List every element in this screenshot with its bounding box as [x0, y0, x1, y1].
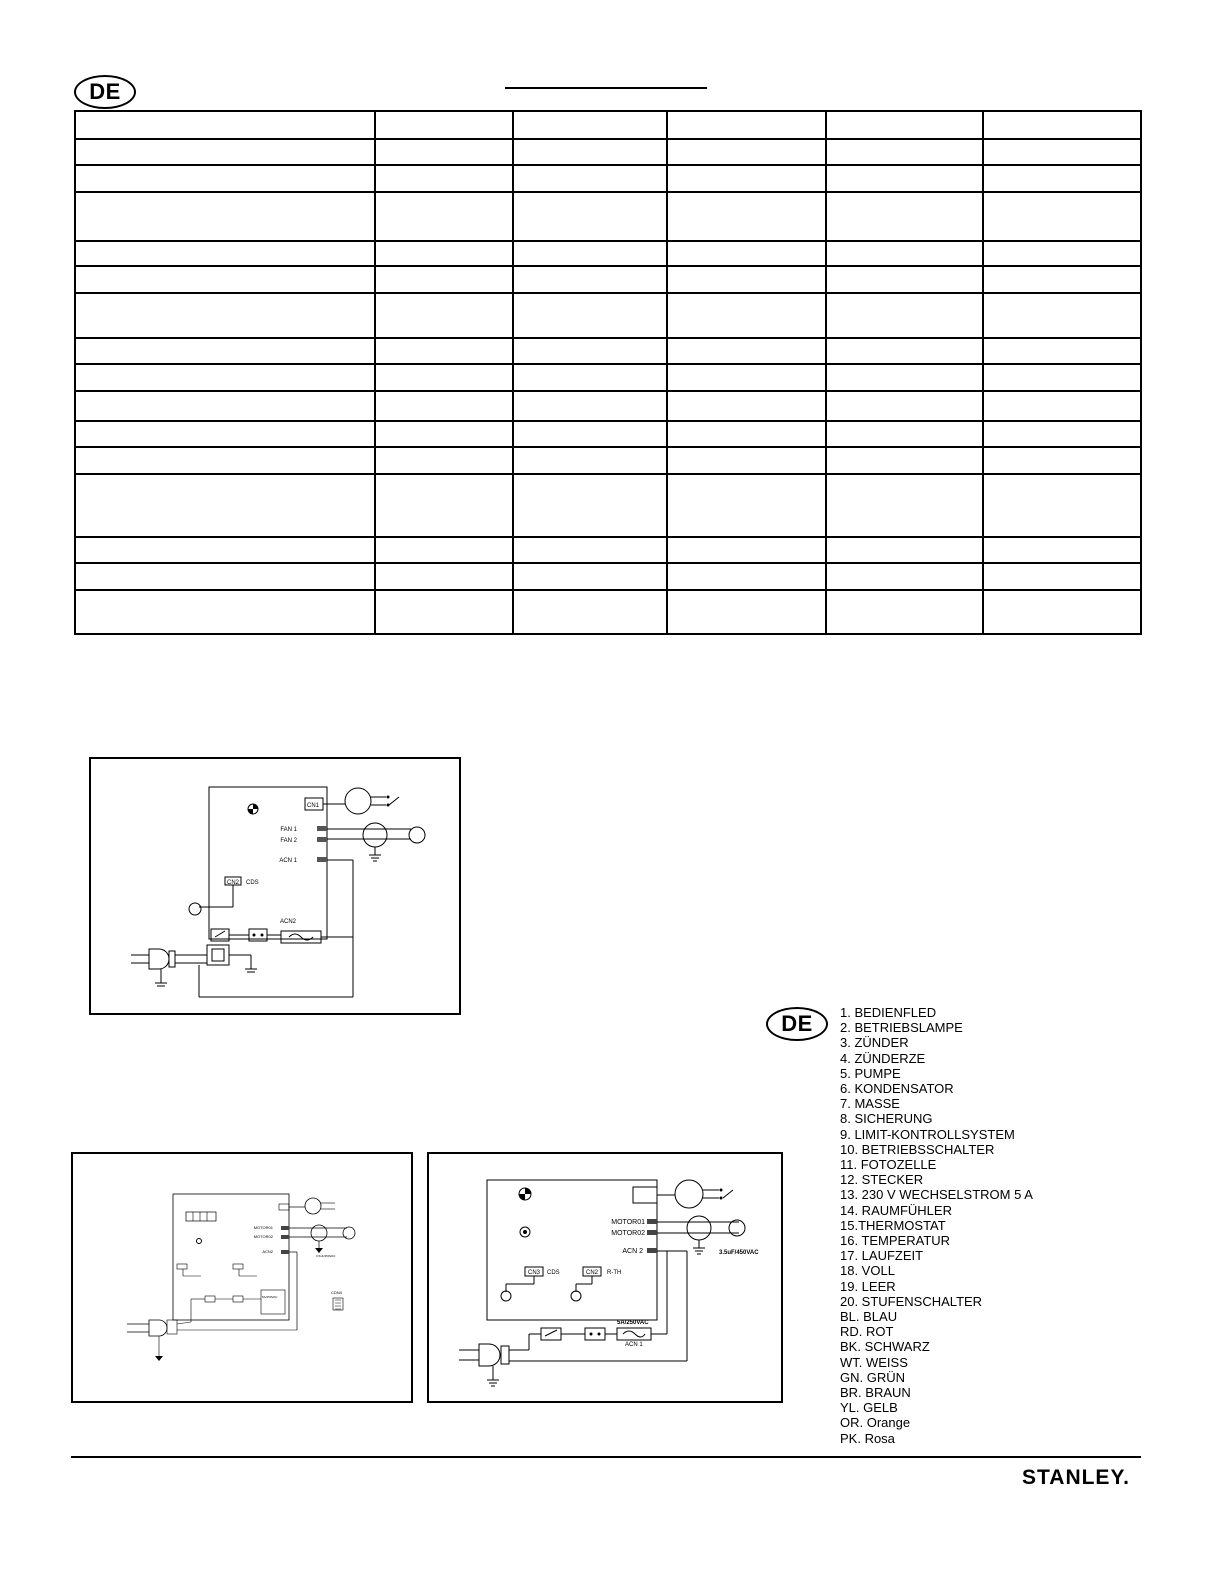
table-cell — [983, 111, 1141, 139]
table-cell — [983, 447, 1141, 474]
brand-logo: STANLEY. — [1022, 1466, 1130, 1489]
table-cell — [826, 364, 983, 391]
table-cell — [667, 266, 826, 293]
table-cell — [75, 447, 375, 474]
table-row — [75, 241, 1141, 266]
cds-label: CDS — [246, 880, 259, 886]
table-cell — [75, 139, 375, 165]
table-cell — [75, 590, 375, 634]
table-cell — [375, 165, 513, 192]
table-row — [75, 192, 1141, 241]
table-cell — [75, 563, 375, 590]
legend-item: BK. SCHWARZ — [840, 1339, 930, 1355]
table-cell — [513, 447, 667, 474]
table-cell — [513, 266, 667, 293]
table-cell — [983, 590, 1141, 634]
table-cell — [667, 391, 826, 421]
table-cell — [983, 421, 1141, 447]
table-row — [75, 421, 1141, 447]
table-cell — [513, 111, 667, 139]
table-row — [75, 139, 1141, 165]
table-row — [75, 474, 1141, 537]
table-cell — [375, 338, 513, 364]
table-cell — [826, 421, 983, 447]
table-cell — [75, 111, 375, 139]
table-cell — [826, 590, 983, 634]
table-cell — [75, 364, 375, 391]
legend-item: 1. BEDIENFLED — [840, 1005, 937, 1020]
table-cell — [75, 293, 375, 338]
fan-motor-icon — [687, 1216, 711, 1240]
plug-icon — [149, 1320, 167, 1336]
table-cell — [667, 590, 826, 634]
table-cell — [75, 266, 375, 293]
table-cell — [375, 192, 513, 241]
table-cell — [667, 241, 826, 266]
table-cell — [667, 139, 826, 165]
title-underline — [505, 87, 707, 89]
motor2-label: MOTOR02 — [253, 1234, 273, 1239]
table-cell — [375, 474, 513, 537]
table-cell — [513, 537, 667, 563]
plug-icon — [479, 1344, 500, 1366]
motor1-label: MOTOR01 — [611, 1219, 645, 1226]
legend-item: GN. GRÜN — [840, 1369, 905, 1385]
table-cell — [826, 391, 983, 421]
table-cell — [983, 241, 1141, 266]
motor2-label: MOTOR02 — [611, 1230, 645, 1237]
table-cell — [513, 165, 667, 192]
spec-table — [74, 110, 1142, 635]
table-row — [75, 537, 1141, 563]
sensor-icon — [571, 1291, 581, 1301]
capacitor-label: 3.5uF/450VAC — [316, 1254, 336, 1258]
legend-item: 13. 230 V WECHSELSTROM 5 A — [840, 1187, 1033, 1203]
table-row — [75, 293, 1141, 338]
table-cell — [513, 192, 667, 241]
cn1-label: CN1 — [307, 803, 320, 809]
table-cell — [826, 139, 983, 165]
table-cell — [826, 447, 983, 474]
table-cell — [983, 537, 1141, 563]
fuse-label: 5A/250VAC — [262, 1295, 278, 1299]
table-cell — [826, 165, 983, 192]
capacitor-label: 3.5uF/450VAC — [719, 1250, 759, 1256]
table-cell — [826, 111, 983, 139]
wiring-diagram-2 — [71, 1152, 413, 1403]
table-cell — [75, 241, 375, 266]
table-cell — [667, 293, 826, 338]
fuse-label: 5A/250VAC — [617, 1320, 649, 1326]
legend-item: 7. MASSE — [840, 1096, 900, 1112]
table-cell — [983, 563, 1141, 590]
table-cell — [983, 293, 1141, 338]
table-cell — [667, 111, 826, 139]
motor-icon — [345, 788, 371, 814]
legend-list — [840, 1005, 1033, 1446]
table-cell — [667, 364, 826, 391]
table-cell — [375, 241, 513, 266]
table-cell — [826, 266, 983, 293]
legend-item: 14. RAUMFÜHLER — [840, 1202, 952, 1218]
table-cell — [667, 338, 826, 364]
table-cell — [826, 241, 983, 266]
legend-item: 5. PUMPE — [840, 1065, 901, 1081]
table-cell — [826, 474, 983, 537]
wiring-diagram-1 — [89, 757, 461, 1015]
table-cell — [513, 338, 667, 364]
legend-item: WT. WEISS — [840, 1354, 908, 1370]
fuse-icon — [617, 1328, 651, 1340]
table-cell — [826, 537, 983, 563]
fan2-label: FAN 2 — [280, 838, 297, 844]
footer-divider — [71, 1456, 1141, 1458]
table-cell — [375, 447, 513, 474]
legend-item: RD. ROT — [840, 1324, 894, 1340]
legend-item: 9. LIMIT-KONTROLLSYSTEM — [840, 1126, 1015, 1142]
legend-item: 10. BETRIEBSSCHALTER — [840, 1141, 995, 1157]
table-cell — [667, 192, 826, 241]
table-cell — [667, 474, 826, 537]
acn-label: ACN2 — [262, 1249, 273, 1254]
cdn4-label: CDN4 — [331, 1290, 342, 1295]
table-cell — [513, 563, 667, 590]
switch-icon — [541, 1328, 561, 1340]
table-cell — [75, 421, 375, 447]
table-row — [75, 338, 1141, 364]
table-cell — [983, 338, 1141, 364]
table-cell — [983, 192, 1141, 241]
table-cell — [375, 537, 513, 563]
fan-motor-icon — [363, 823, 387, 847]
plug-icon — [149, 949, 169, 969]
legend-item: 12. STECKER — [840, 1172, 924, 1188]
table-cell — [667, 165, 826, 192]
table-cell — [75, 192, 375, 241]
acn1-label: ACN 1 — [625, 1342, 643, 1348]
cn2-label: CN2 — [227, 880, 240, 886]
table-cell — [375, 421, 513, 447]
rth-label: R-TH — [607, 1270, 622, 1276]
table-cell — [375, 590, 513, 634]
table-cell — [75, 338, 375, 364]
table-cell — [513, 139, 667, 165]
legend-item: 6. KONDENSATOR — [840, 1081, 954, 1097]
legend-item: 11. FOTOZELLE — [840, 1157, 937, 1173]
table-cell — [375, 293, 513, 338]
table-cell — [375, 266, 513, 293]
legend-item: 3. ZÜNDER — [840, 1035, 909, 1051]
table-cell — [667, 447, 826, 474]
table-row — [75, 165, 1141, 192]
table-cell — [375, 111, 513, 139]
table-cell — [375, 139, 513, 165]
legend-item: 17. LAUFZEIT — [840, 1248, 924, 1264]
legend-item: YL. GELB — [840, 1400, 898, 1416]
table-cell — [75, 537, 375, 563]
legend-item: PK. Rosa — [840, 1430, 895, 1446]
table-cell — [375, 364, 513, 391]
legend-item: 8. SICHERUNG — [840, 1111, 933, 1127]
cds-label: CDS — [547, 1270, 560, 1276]
fan1-label: FAN 1 — [280, 827, 297, 833]
table-cell — [513, 364, 667, 391]
table-cell — [983, 266, 1141, 293]
table-row — [75, 266, 1141, 293]
acn2-label: ACN 2 — [622, 1248, 643, 1255]
legend-item: 2. BETRIEBSLAMPE — [840, 1020, 963, 1036]
table-row — [75, 364, 1141, 391]
table-cell — [513, 421, 667, 447]
table-row — [75, 391, 1141, 421]
legend-item: 20. STUFENSCHALTER — [840, 1293, 983, 1309]
legend-item: 4. ZÜNDERZE — [840, 1050, 926, 1066]
table-cell — [983, 165, 1141, 192]
table-cell — [75, 474, 375, 537]
table-cell — [75, 165, 375, 192]
switch-icon — [205, 1296, 215, 1302]
table-row — [75, 563, 1141, 590]
motor1-label: MOTOR01 — [253, 1225, 273, 1230]
legend-item: OR. Orange — [840, 1415, 911, 1431]
legend-item: BR. BRAUN — [840, 1385, 911, 1401]
table-row — [75, 111, 1141, 139]
table-cell — [983, 474, 1141, 537]
table-cell — [513, 590, 667, 634]
table-cell — [375, 391, 513, 421]
table-cell — [667, 421, 826, 447]
table-row — [75, 590, 1141, 634]
table-cell — [667, 537, 826, 563]
table-cell — [983, 391, 1141, 421]
table-cell — [983, 139, 1141, 165]
cn2-label: CN2 — [586, 1270, 599, 1276]
legend-item: BL. BLAU — [840, 1309, 898, 1325]
table-cell — [826, 563, 983, 590]
legend-item: 15.THERMOSTAT — [840, 1217, 946, 1233]
table-cell — [75, 391, 375, 421]
motor-icon — [675, 1180, 703, 1208]
table-cell — [513, 391, 667, 421]
language-badge: DE — [74, 75, 136, 109]
legend-item: 18. VOLL — [840, 1263, 895, 1279]
table-cell — [667, 563, 826, 590]
acn2-label: ACN2 — [280, 919, 297, 925]
table-cell — [826, 192, 983, 241]
table-cell — [513, 293, 667, 338]
table-cell — [983, 364, 1141, 391]
table-cell — [826, 338, 983, 364]
table-cell — [375, 563, 513, 590]
wiring-diagram-3 — [427, 1152, 783, 1403]
table-cell — [513, 241, 667, 266]
cn3-label: CN3 — [528, 1270, 541, 1276]
photocell-icon — [189, 903, 201, 915]
legend-language-badge: DE — [766, 1007, 828, 1041]
acn1-label: ACN 1 — [279, 858, 297, 864]
photocell-icon — [501, 1291, 511, 1301]
table-cell — [826, 293, 983, 338]
table-cell — [513, 474, 667, 537]
legend-item: 19. LEER — [840, 1278, 896, 1294]
table-row — [75, 447, 1141, 474]
legend-item: 16. TEMPERATUR — [840, 1233, 951, 1249]
